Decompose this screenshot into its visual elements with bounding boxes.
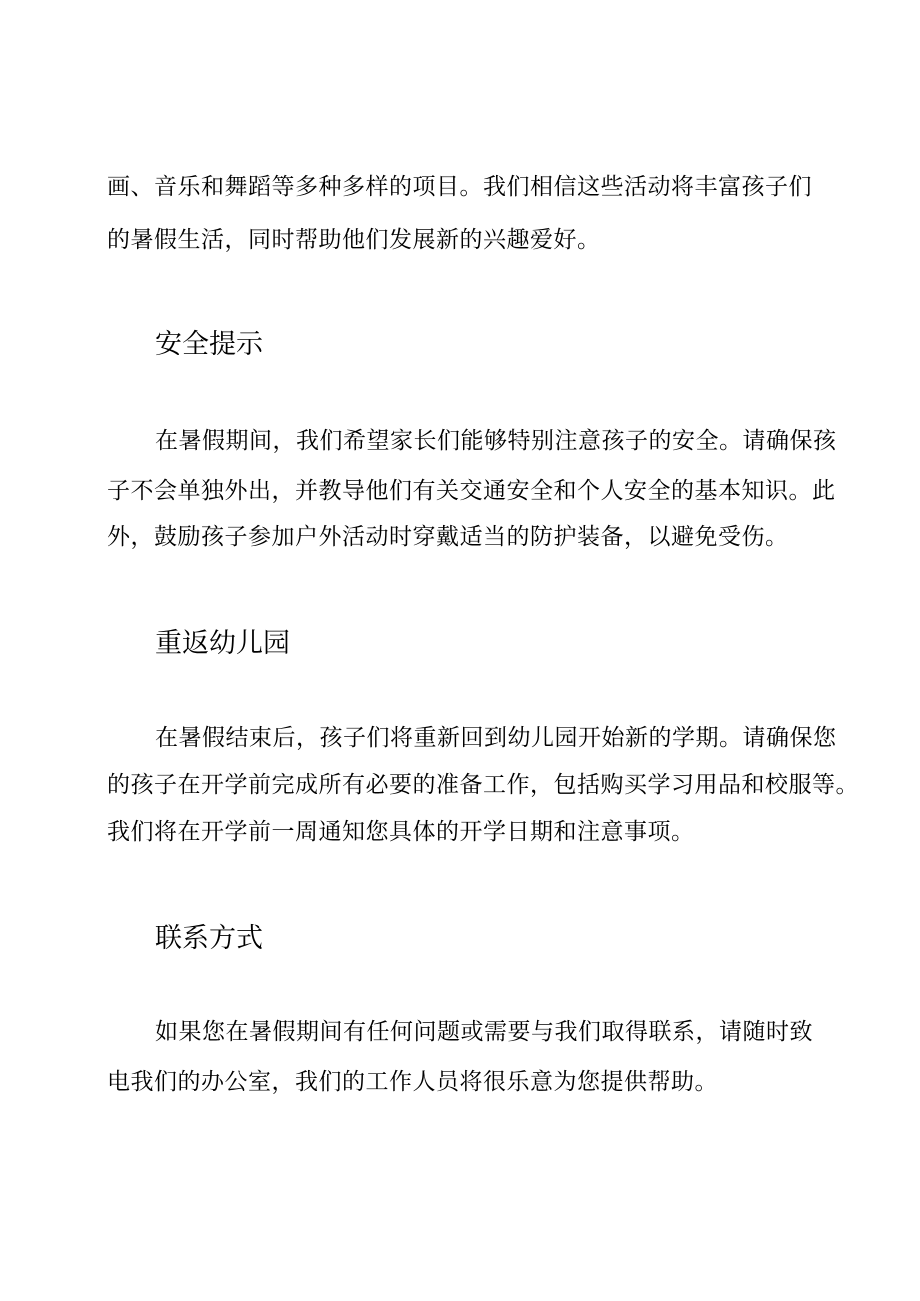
safety-line-1: 在暑假期间，我们希望家长们能够特别注意孩子的安全。请确保孩 bbox=[155, 428, 837, 454]
return-line-3: 我们将在开学前一周通知您具体的开学日期和注意事项。 bbox=[107, 819, 695, 845]
return-heading: 重返幼儿园 bbox=[155, 628, 290, 659]
contact-line-2: 电我们的办公室，我们的工作人员将很乐意为您提供帮助。 bbox=[107, 1069, 718, 1095]
safety-heading: 安全提示 bbox=[155, 329, 263, 360]
return-line-1: 在暑假结束后，孩子们将重新回到幼儿园开始新的学期。请确保您 bbox=[155, 725, 837, 751]
contact-line-1: 如果您在暑假期间有任何问题或需要与我们取得联系，请随时致 bbox=[155, 1019, 813, 1045]
safety-line-3: 外，鼓励孩子参加户外活动时穿戴适当的防护装备，以避免受伤。 bbox=[107, 524, 789, 550]
intro-line-1: 画、音乐和舞蹈等多种多样的项目。我们相信这些活动将丰富孩子们 bbox=[107, 174, 812, 200]
safety-line-2: 子不会单独外出，并教导他们有关交通安全和个人安全的基本知识。此 bbox=[107, 478, 836, 504]
intro-line-2: 的暑假生活，同时帮助他们发展新的兴趣爱好。 bbox=[107, 227, 601, 253]
contact-heading: 联系方式 bbox=[155, 923, 263, 954]
return-line-2: 的孩子在开学前完成所有必要的准备工作，包括购买学习用品和校服等。 bbox=[107, 772, 859, 798]
